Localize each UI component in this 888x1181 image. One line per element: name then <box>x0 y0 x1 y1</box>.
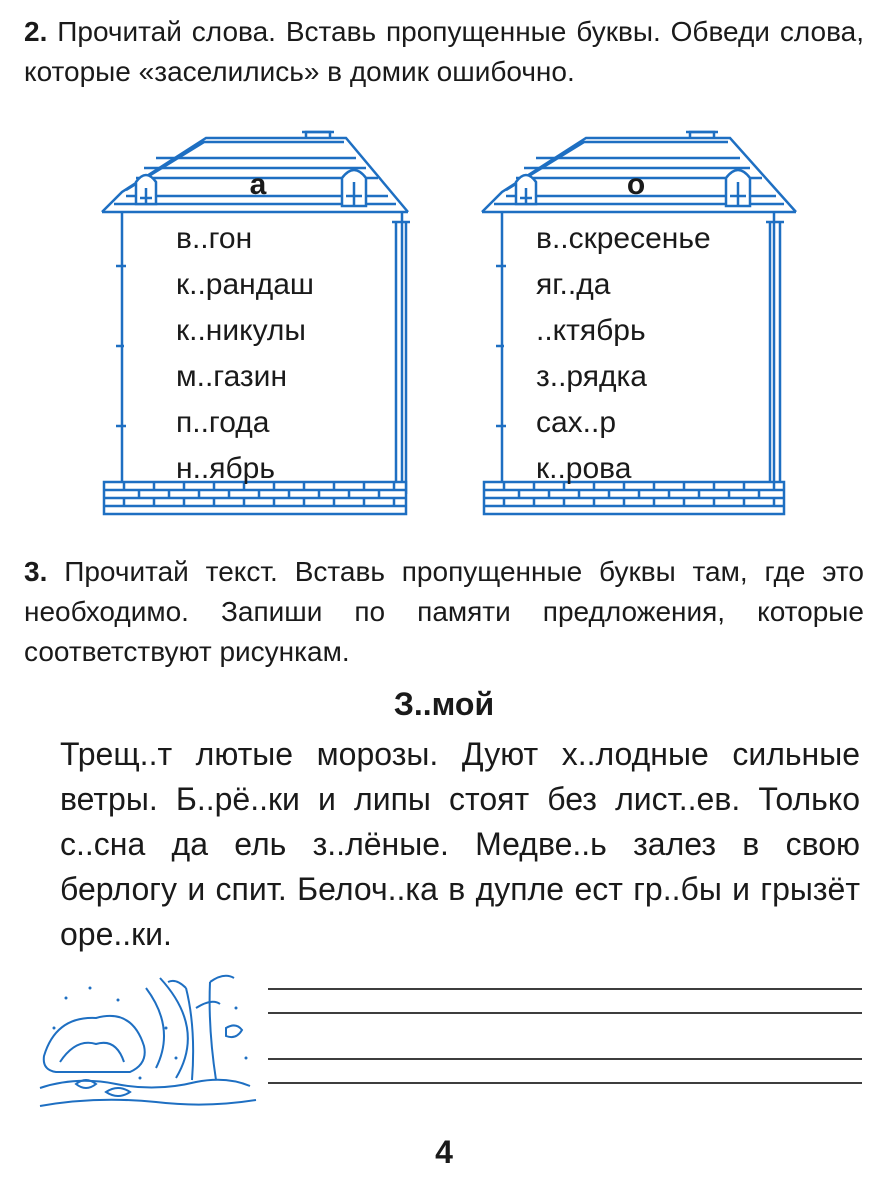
task-2-text: Прочитай слова. Вставь пропущенные буквы. Обведи слова, которые «заселились» в домик ошибочно. <box>24 16 864 87</box>
list-item: м..газин <box>176 360 288 393</box>
task-3-instruction <box>24 552 864 672</box>
writing-line[interactable] <box>268 1058 862 1060</box>
house-a <box>96 126 418 518</box>
house-o <box>476 126 806 518</box>
list-item: в..гон <box>176 222 253 255</box>
list-item: п..года <box>176 406 270 439</box>
list-item: н..ябрь <box>176 452 275 485</box>
list-item: яг..да <box>536 268 611 301</box>
task-2-instruction <box>24 12 864 92</box>
list-item: к..никулы <box>176 314 306 347</box>
page-number: 4 <box>435 1134 453 1170</box>
list-item: сах..р <box>536 406 617 439</box>
writing-line[interactable] <box>268 1082 862 1084</box>
list-item: к..рова <box>536 452 632 485</box>
story-text: Трещ..т лютые морозы. Дуют х..лодные сильные ветры. Б..рё..ки и липы стоят без лист..ев. Только с..сна да ель з..лёные. Медве..ь залез в свою берлогу и спит. Белоч..ка в дупле ест гр..бы и грызёт оре..ки. <box>60 736 860 952</box>
house-o-word-list <box>536 216 711 492</box>
winter-scene-icon <box>36 968 266 1118</box>
task-3-number: 3. <box>24 556 48 587</box>
list-item: ..ктябрь <box>536 314 646 347</box>
story-title: З..мой <box>393 686 495 722</box>
house-a-word-list <box>176 216 314 492</box>
list-item: в..скресенье <box>536 222 711 255</box>
list-item: к..рандаш <box>176 268 314 301</box>
writing-line[interactable] <box>268 988 862 990</box>
house-o-letter: о <box>626 168 646 201</box>
winter-picture <box>36 968 266 1118</box>
writing-line[interactable] <box>268 1012 862 1014</box>
task-3-text: Прочитай текст. Вставь пропущенные буквы там, где это необходимо. Запиши по памяти предложения, которые соответствуют рисункам. <box>24 556 864 667</box>
list-item: з..рядка <box>536 360 647 393</box>
house-a-letter: а <box>249 168 267 201</box>
task-2-number: 2. <box>24 16 48 47</box>
